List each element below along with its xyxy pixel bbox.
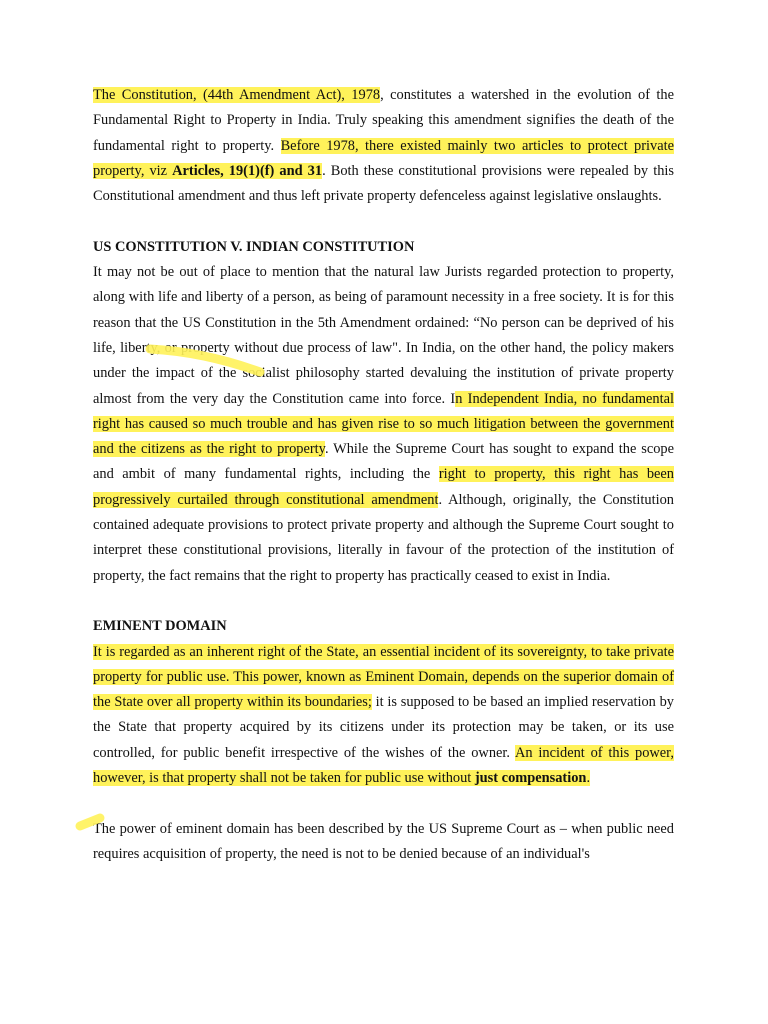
- text-segment: , constitutes a watershed in the evolution of the Fundamental Right to Property in India. Truly speaking this amendment signifies the death of the fundamental right to property.: [93, 87, 674, 154]
- document-page: [93, 83, 674, 867]
- paragraph-spacer: [93, 791, 674, 816]
- highlighted-text-segment: The Constitution, (44th Amendment Act), 1978: [93, 87, 381, 103]
- text-segment: . Both these constitutional provisions were repealed by this Constitutional amendment and thus left private property defenceless against legislative onslaughts.: [93, 162, 674, 205]
- text-segment: It may not be out of place to mention that the natural law Jurists regarded protection to property, along with life and liberty of a person, as being of paramount necessity in a free society. It is for this reason that the US Constitution in the 5th Amendment ordained: “No person can be deprived of his life, liberty, or property without due process of law". In India, on the other hand, the policy makers under the impact of the socialist philosophy started devaluing the institution of private property almost from the very day the Constitution came into force. I: [93, 264, 674, 407]
- text-segment: . Although, originally, the Constitution contained adequate provisions to protect private property and although the Supreme Court sought to interpret these constitutional provisions, literally in favour of the protection of the institution of property, the fact remains that the right to property has practically ceased to exist in India.: [93, 491, 674, 584]
- section-heading-eminent-domain: EMINENT DOMAIN: [93, 618, 227, 635]
- paragraph-spacer: [93, 209, 674, 234]
- paragraph-spacer: [93, 589, 674, 614]
- paragraph-us-supreme-court-description: [93, 817, 674, 868]
- section-heading-us-vs-indian-constitution: US CONSTITUTION V. INDIAN CONSTITUTION: [93, 238, 415, 255]
- highlighted-text-segment: An incident of this power, however, is that property shall not be taken for public use without: [93, 744, 674, 787]
- highlighted-text-segment: just compensation: [474, 770, 587, 787]
- highlighted-text-segment: right to property, this right has been progressively curtailed through constitutional amendment: [93, 466, 674, 508]
- text-segment: The power of eminent domain has been described by the US Supreme Court as – when public need requires acquisition of property, the need is not to be denied because of an individual's: [93, 820, 674, 862]
- highlighted-text-segment: .: [586, 770, 591, 787]
- paragraph-44th-amendment: [93, 83, 674, 209]
- paragraph-us-vs-indian-constitution: [93, 260, 674, 589]
- paragraph-eminent-domain: [93, 640, 674, 792]
- highlighted-text-segment: Before 1978, there existed mainly two articles to protect private property, viz: [93, 137, 675, 179]
- highlighted-text-segment: n Independent India, no fundamental right has caused so much trouble and has given rise to so much litigation between the government and the citizens as the right to property: [93, 390, 674, 458]
- highlighted-text-segment: Articles, 19(1)(f) and 31: [172, 162, 323, 179]
- highlighted-text-segment: It is regarded as an inherent right of the State, an essential incident of its sovereignty, to take private property for public use. This power, known as Eminent Domain, depends on the superior domain of the State over all property within its boundaries;: [93, 643, 674, 711]
- text-segment: it is supposed to be based an implied reservation by the State that property acquired by its citizens under its protection may be taken, or its use controlled, for public benefit irrespective of the wishes of the owner.: [93, 694, 675, 761]
- text-segment: . While the Supreme Court has sought to expand the scope and ambit of many fundamental rights, including the: [93, 441, 674, 483]
